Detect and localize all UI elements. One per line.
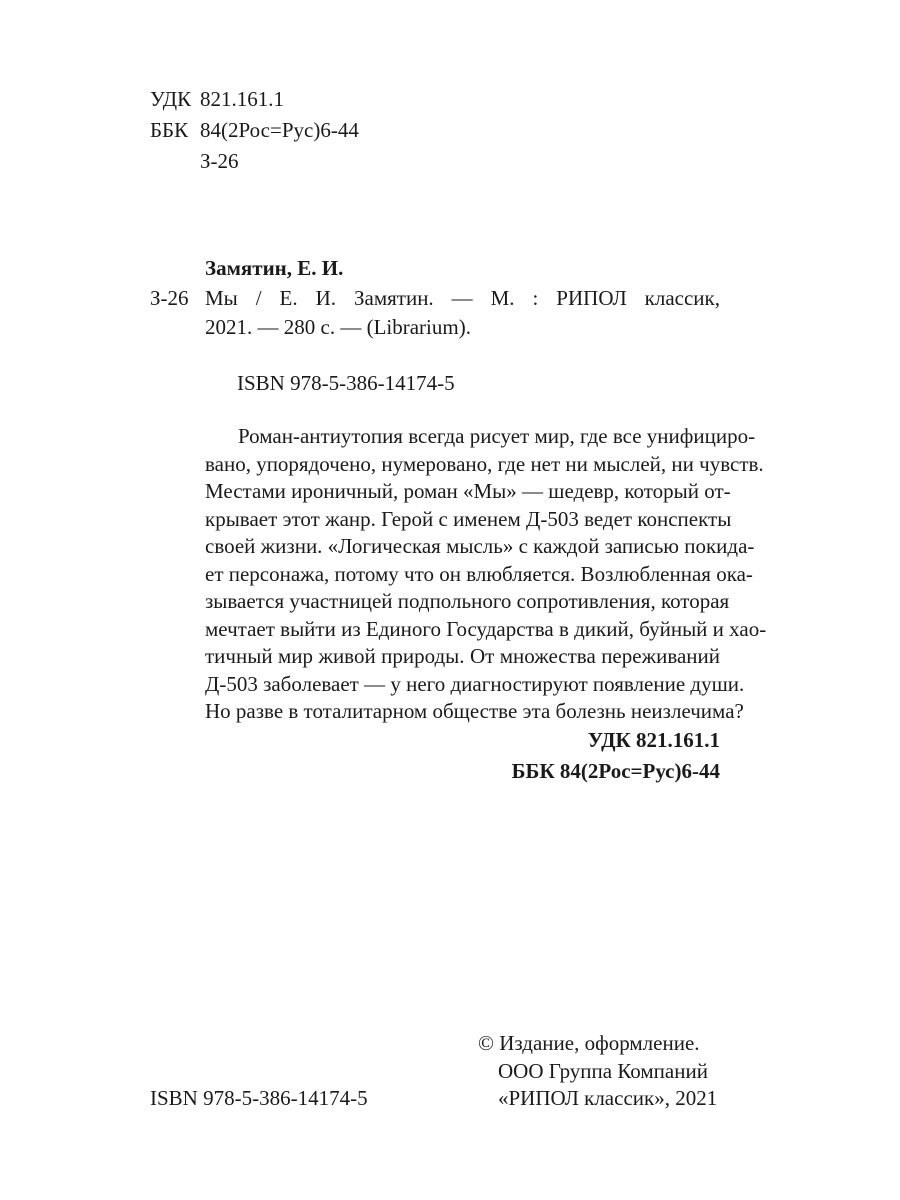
copyright-line-1: © Издание, оформление.: [478, 1031, 700, 1055]
annotation-line: Местами ироничный, роман «Мы» — шедевр, который от-: [205, 479, 731, 503]
annotation-line: своей жизни. «Логическая мысль» с каждой записью покида-: [205, 534, 755, 558]
annotation: [205, 423, 767, 726]
bibliographic-entry: [205, 284, 720, 342]
copyright-block: [478, 1030, 717, 1113]
isbn-record: ISBN 978-5-386-14174-5: [237, 371, 455, 395]
classification-bottom: [512, 725, 720, 787]
annotation-line: крывает этот жанр. Герой с именем Д-503 ведет конспекты: [205, 506, 732, 531]
bib-line-1: Мы / Е. И. Замятин. — М. : РИПОЛ классик,: [205, 286, 720, 310]
bbk-value: 84(2Рос=Рус)6-44: [200, 118, 359, 142]
bbk-bottom: ББК 84(2Рос=Рус)6-44: [511, 759, 720, 783]
bbk-row: [150, 115, 359, 146]
annotation-line: ет персонажа, потому что он влюбляется. Возлюбленная ока-: [205, 561, 753, 586]
udk-bottom: УДК 821.161.1: [587, 728, 720, 752]
annotation-line: зывается участницей подпольного сопротивления, которая: [205, 589, 730, 613]
annotation-line: Роман-антиутопия всегда рисует мир, где все унифициро-: [238, 424, 756, 448]
annotation-line: вано, упорядочено, нумеровано, где нет ни мыслей, ни чувств.: [205, 451, 764, 476]
author-mark-top: З-26: [200, 149, 239, 173]
annotation-line: тичный мир живой природы. От множества переживаний: [205, 644, 720, 668]
udk-value: 821.161.1: [200, 87, 284, 111]
annotation-line: Но разве в тоталитарном обществе эта болезнь неизлечима?: [205, 699, 744, 723]
annotation-line: мечтает выйти из Единого Государства в дикий, буйный и хао-: [205, 616, 767, 641]
author-heading: Замятин, Е. И.: [205, 256, 344, 280]
copyright-line-3: «РИПОЛ классик», 2021: [498, 1086, 718, 1110]
bib-line-2: 2021. — 280 с. — (Librarium).: [205, 315, 471, 339]
author-mark: З-26: [150, 286, 189, 310]
udk-label: УДК: [150, 87, 192, 111]
copyright-line-2: ООО Группа Компаний: [498, 1058, 708, 1083]
classification-top: [150, 84, 359, 177]
udk-row: [150, 84, 359, 115]
bbk-label: ББК: [150, 118, 189, 142]
annotation-line: Д-503 заболевает — у него диагностируют появление души.: [205, 671, 745, 696]
isbn-footer: ISBN 978-5-386-14174-5: [150, 1086, 368, 1110]
